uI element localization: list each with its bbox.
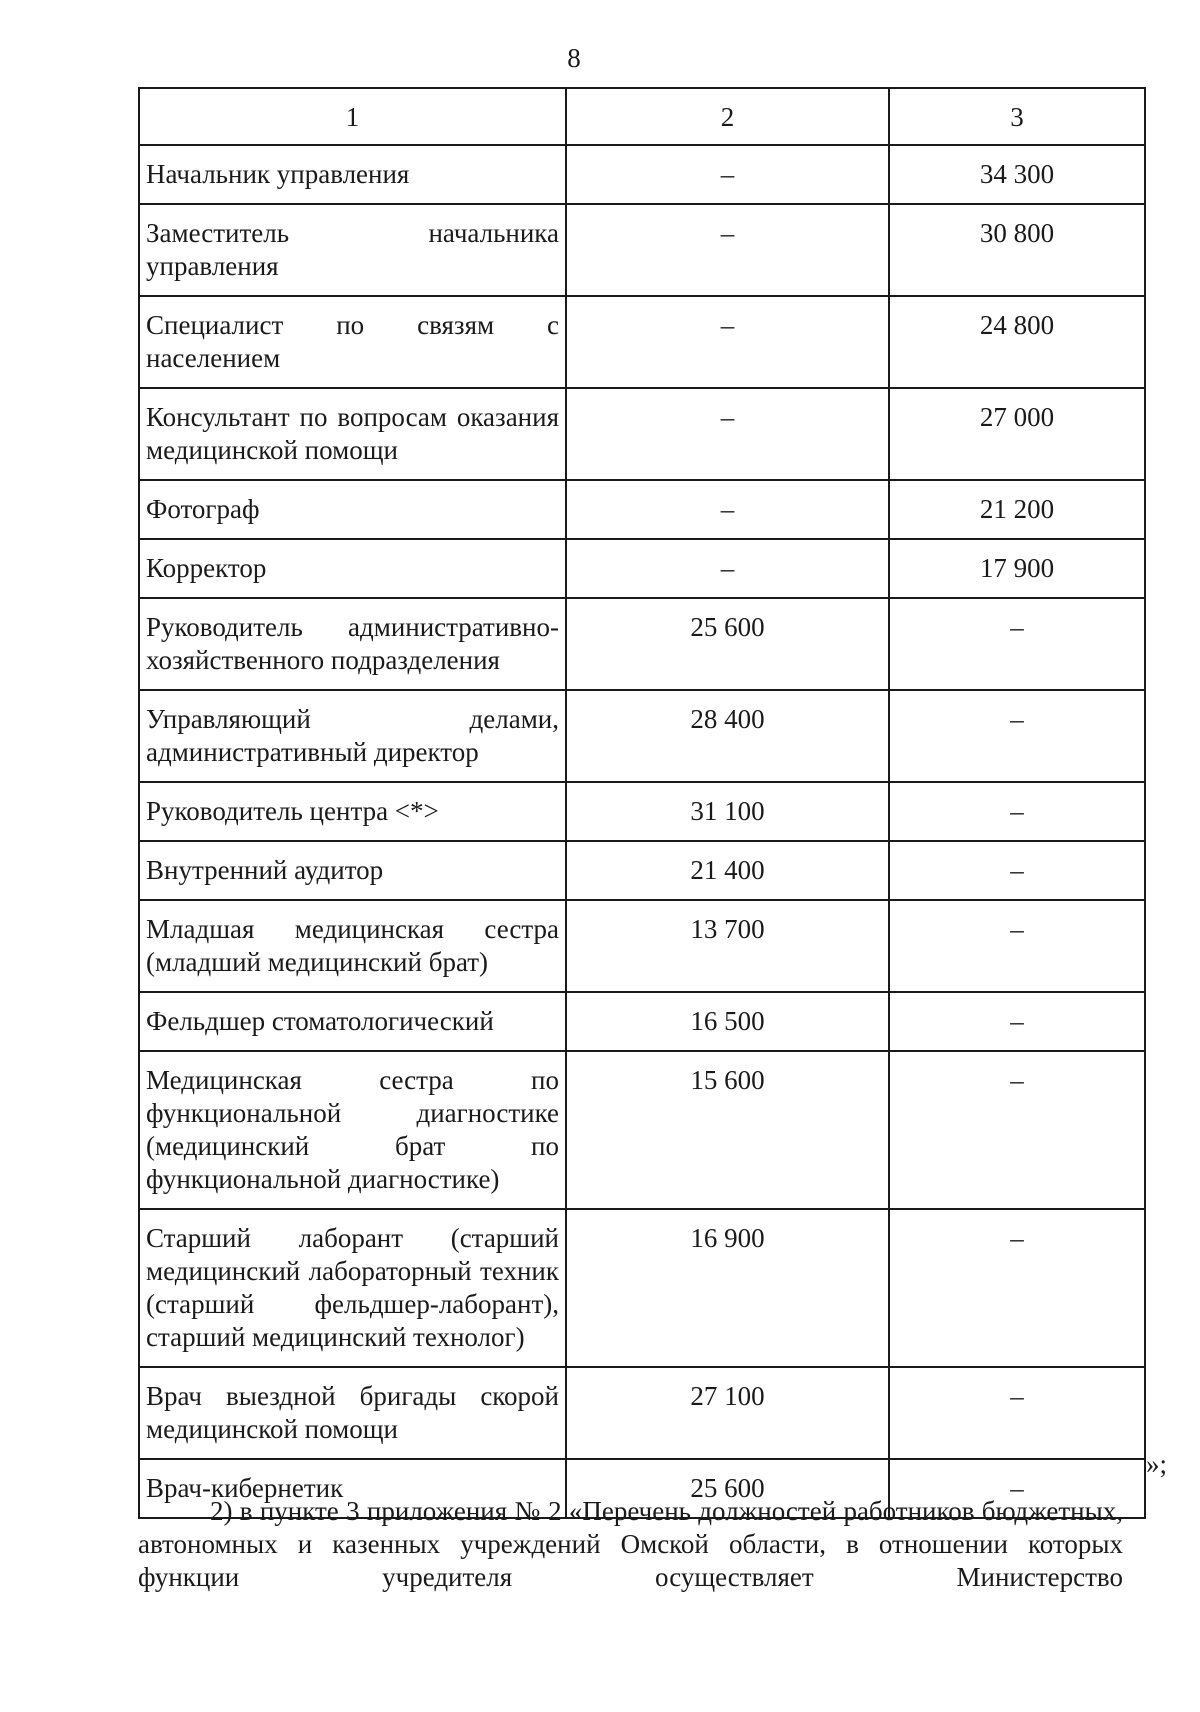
column-2-value: –	[566, 296, 889, 388]
table-row	[139, 900, 1145, 992]
column-3-value: –	[889, 992, 1145, 1051]
column-2-value: 25 600	[566, 598, 889, 690]
column-2-value: 13 700	[566, 900, 889, 992]
table-row	[139, 1051, 1145, 1209]
column-3-value: –	[889, 841, 1145, 900]
column-header: 3	[889, 88, 1145, 145]
column-header: 1	[139, 88, 566, 145]
column-3-value: –	[889, 900, 1145, 992]
body-paragraph: 2) в пункте 3 приложения № 2 «Перечень должностей работников бюджетных, автономных и казенных учреждений Омской области, в отношении которых функции учредителя осуществляет Министерство	[138, 1496, 1123, 1592]
column-2-value: 25 600	[566, 1459, 889, 1518]
position-name-cell: Медицинская сестра по функциональной диагностике (медицинский брат по функциональной диагностике)	[139, 1051, 566, 1209]
column-3-value: –	[889, 1209, 1145, 1367]
table-row	[139, 841, 1145, 900]
column-2-value: 27 100	[566, 1367, 889, 1459]
column-3-value: –	[889, 782, 1145, 841]
table-body	[139, 145, 1145, 1518]
column-3-value: –	[889, 598, 1145, 690]
table-row	[139, 1367, 1145, 1459]
column-2-value: 16 900	[566, 1209, 889, 1367]
table-row	[139, 1209, 1145, 1367]
position-name-cell: Начальник управления	[139, 145, 566, 204]
table-header-row	[139, 88, 1145, 145]
position-name-cell: Фотограф	[139, 480, 566, 539]
position-name-cell: Врач-кибернетик	[139, 1459, 566, 1518]
column-2-value: 15 600	[566, 1051, 889, 1209]
position-name-cell: Старший лаборант (старший медицинский лабораторный техник (старший фельдшер-лаборант), старший медицинский технолог)	[139, 1209, 566, 1367]
column-2-value: –	[566, 204, 889, 296]
column-2-value: 31 100	[566, 782, 889, 841]
position-name-cell: Младшая медицинская сестра (младший медицинский брат)	[139, 900, 566, 992]
position-name-cell: Внутренний аудитор	[139, 841, 566, 900]
position-name-cell: Заместитель начальника управления	[139, 204, 566, 296]
column-2-value: –	[566, 480, 889, 539]
column-3-value: –	[889, 1367, 1145, 1459]
column-2-value: 28 400	[566, 690, 889, 782]
column-3-value: 34 300	[889, 145, 1145, 204]
column-3-value: 21 200	[889, 480, 1145, 539]
table-row	[139, 690, 1145, 782]
column-2-value: –	[566, 388, 889, 480]
column-3-value: 17 900	[889, 539, 1145, 598]
column-3-value: –	[889, 1051, 1145, 1209]
column-header: 2	[566, 88, 889, 145]
table-row	[139, 296, 1145, 388]
column-2-value: 16 500	[566, 992, 889, 1051]
position-name-cell: Руководитель административно-хозяйственного подразделения	[139, 598, 566, 690]
column-2-value: 21 400	[566, 841, 889, 900]
position-name-cell: Врач выездной бригады скорой медицинской помощи	[139, 1367, 566, 1459]
table-row	[139, 388, 1145, 480]
table-row	[139, 539, 1145, 598]
position-name-cell: Фельдшер стоматологический	[139, 992, 566, 1051]
table-row	[139, 598, 1145, 690]
table-row	[139, 992, 1145, 1051]
column-2-value: –	[566, 539, 889, 598]
position-name-cell: Специалист по связям с населением	[139, 296, 566, 388]
table-row	[139, 480, 1145, 539]
table-row	[139, 782, 1145, 841]
column-3-value: 24 800	[889, 296, 1145, 388]
position-name-cell: Управляющий делами, административный директор	[139, 690, 566, 782]
table-row	[139, 145, 1145, 204]
column-3-value: 27 000	[889, 388, 1145, 480]
column-3-value: –	[889, 1459, 1145, 1518]
column-2-value: –	[566, 145, 889, 204]
salary-table	[138, 87, 1146, 1519]
position-name-cell: Корректор	[139, 539, 566, 598]
table-row	[139, 204, 1145, 296]
column-3-value: –	[889, 690, 1145, 782]
position-name-cell: Руководитель центра <*>	[139, 782, 566, 841]
position-name-cell: Консультант по вопросам оказания медицинской помощи	[139, 388, 566, 480]
page-number: 8	[567, 43, 581, 73]
column-3-value: 30 800	[889, 204, 1145, 296]
closing-quote-mark: »;	[1146, 1449, 1168, 1479]
